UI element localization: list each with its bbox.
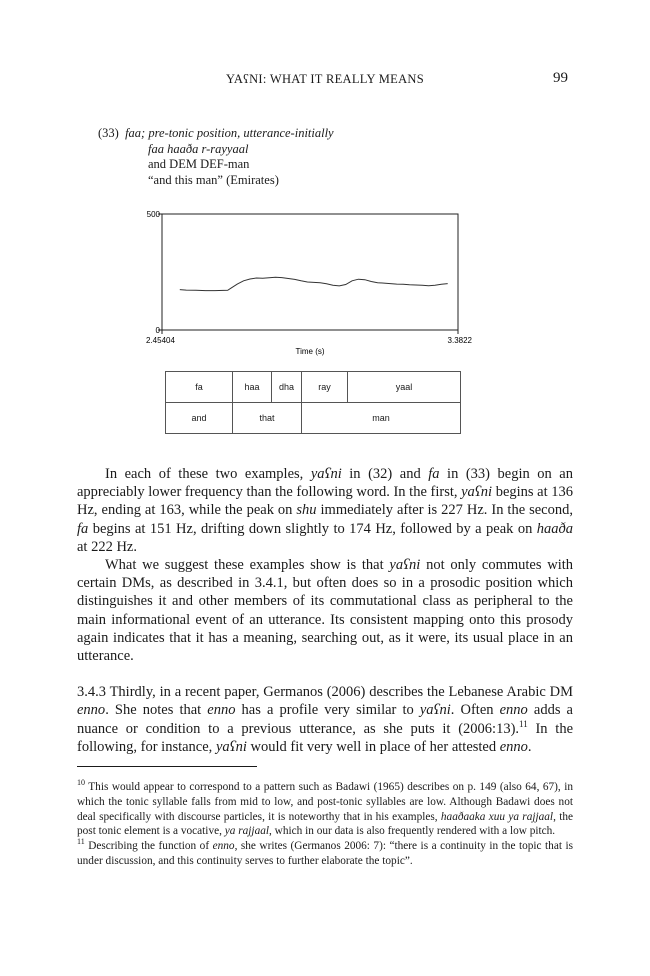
italic-term: yaʕni	[461, 484, 493, 501]
italic-term: enno	[77, 702, 106, 719]
italic-term: haaða	[536, 520, 573, 537]
italic-term: yaʕni	[215, 738, 247, 755]
italic-term: fa	[428, 466, 440, 482]
text-run: , she writes (Germanos 2006: 7): “there is a continuity in the topic that is under discussion, and this continuity serves to further elaborate the topic”.	[77, 840, 573, 867]
x-axis-label: Time (s)	[295, 347, 325, 356]
pitch-chart	[140, 205, 480, 365]
y-tick-label-0: 0	[155, 326, 160, 335]
text-run: adds a nuance or condition to a previous utterance, as she puts it (2006:13).	[77, 702, 573, 737]
text-run: in (33) begin on an appreciably lower frequency than the following word. In the first,	[77, 466, 573, 501]
text-run: . Often	[450, 702, 500, 719]
footnote-ref-11[interactable]: 11	[519, 718, 528, 729]
paragraph-3	[77, 683, 573, 756]
gloss-cell: man	[302, 403, 461, 434]
gloss-cell: and	[166, 403, 233, 434]
italic-term: enno	[499, 738, 528, 755]
y-tick-label-500: 500	[146, 210, 160, 219]
text-run: What we suggest these examples show is that	[105, 557, 390, 574]
italic-term: fa	[77, 520, 89, 537]
example-transcription-line	[98, 142, 334, 158]
text-run: at 222 Hz.	[77, 538, 137, 555]
text-run: not only commutes with certain DMs, as described in 3.4.1, but often does so in a prosodic position which distinguishes it and other members of its commutational class as peripheral to the main informational event of an utterance. Its consistent mapping onto this prosody again indicates that it has a meaning, searching out, as it were, its usual place in an utterance.	[77, 557, 574, 665]
syllable-cell: ray	[302, 372, 348, 403]
syllable-cell: dha	[272, 372, 302, 403]
paragraph-2	[77, 556, 573, 665]
x-tick-label-start: 2.45404	[146, 336, 175, 345]
text-run: would fit very well in place of her attested	[246, 738, 500, 755]
text-run: .	[527, 738, 532, 755]
text-run: begins at 136 Hz, ending at 163, while the peak on	[77, 484, 574, 519]
paragraph-1	[77, 465, 573, 556]
example-translation: “and this man” (Emirates)	[148, 172, 279, 187]
example-transcription: faa haaða r-rayyaal	[148, 141, 249, 156]
italic-term: enno	[207, 702, 236, 719]
text-run: Describing the function of	[84, 840, 213, 853]
tier-table	[165, 371, 461, 434]
example-title: faa; pre-tonic position, utterance-initially	[125, 126, 334, 140]
footnote-number: 11	[77, 837, 85, 847]
text-run: This would appear to correspond to a pattern such as Badawi (1965) describes on p. 149 (also 64, 67), in which the tonic syllable falls from mid to low, and post-tonic syllables are low. Although Badawi does not deal specifically with discourse particles, it is noteworthy that in his examples,	[77, 781, 573, 823]
body-text	[77, 465, 573, 756]
text-run: has a profile very similar to	[235, 702, 420, 719]
footnote-rule	[77, 766, 257, 767]
italic-term: yaʕni	[310, 466, 342, 482]
running-title: YAʕNI: WHAT IT REALLY MEANS	[225, 72, 425, 86]
italic-term: enno	[212, 840, 235, 853]
syllable-tier	[166, 372, 461, 403]
plot-frame	[162, 214, 458, 330]
gloss-cell: that	[233, 403, 302, 434]
text-run: 3.4.3 Thirdly, in a recent paper, Germanos (2006) describes the Lebanese Arabic DM	[77, 684, 573, 701]
example-label: (33)	[98, 126, 119, 140]
text-run: In the following, for instance,	[77, 720, 573, 755]
text-run: immediately after is 227 Hz. In the second,	[316, 502, 573, 519]
footnote-number: 10	[77, 778, 85, 788]
footnote-11	[77, 839, 573, 869]
text-run: begins at 151 Hz, drifting down slightly to 174 Hz, followed by a peak on	[88, 520, 537, 537]
example-heading	[98, 126, 334, 142]
text-run: . She notes that	[105, 702, 208, 719]
syllable-cell: haa	[233, 372, 272, 403]
text-run: in (32) and	[341, 466, 429, 482]
footnote-10	[77, 780, 573, 839]
syllable-cell: yaal	[348, 372, 461, 403]
text-run: , the post tonic element is a vocative,	[77, 810, 573, 838]
italic-term: ya rajjaal	[224, 825, 270, 838]
example-gloss: and DEM DEF-man	[148, 157, 250, 171]
italic-term: yaʕni	[389, 557, 421, 574]
text-run: In each of these two examples,	[105, 466, 311, 482]
x-tick-label-end: 3.3822	[447, 336, 472, 345]
italic-term: haaðaaka xuu ya rajjaal	[440, 810, 554, 823]
gloss-tier	[166, 403, 461, 434]
italic-term: enno	[499, 702, 528, 719]
example-33	[98, 126, 334, 188]
italic-term: yaʕni	[419, 702, 451, 719]
syllable-cell: fa	[166, 372, 233, 403]
page-number: 99	[553, 70, 568, 86]
text-run: , which in our data is also frequently rendered with a low pitch.	[269, 825, 556, 838]
italic-term: shu	[296, 502, 317, 519]
footnotes	[77, 780, 573, 869]
f0-series-line	[180, 277, 448, 290]
